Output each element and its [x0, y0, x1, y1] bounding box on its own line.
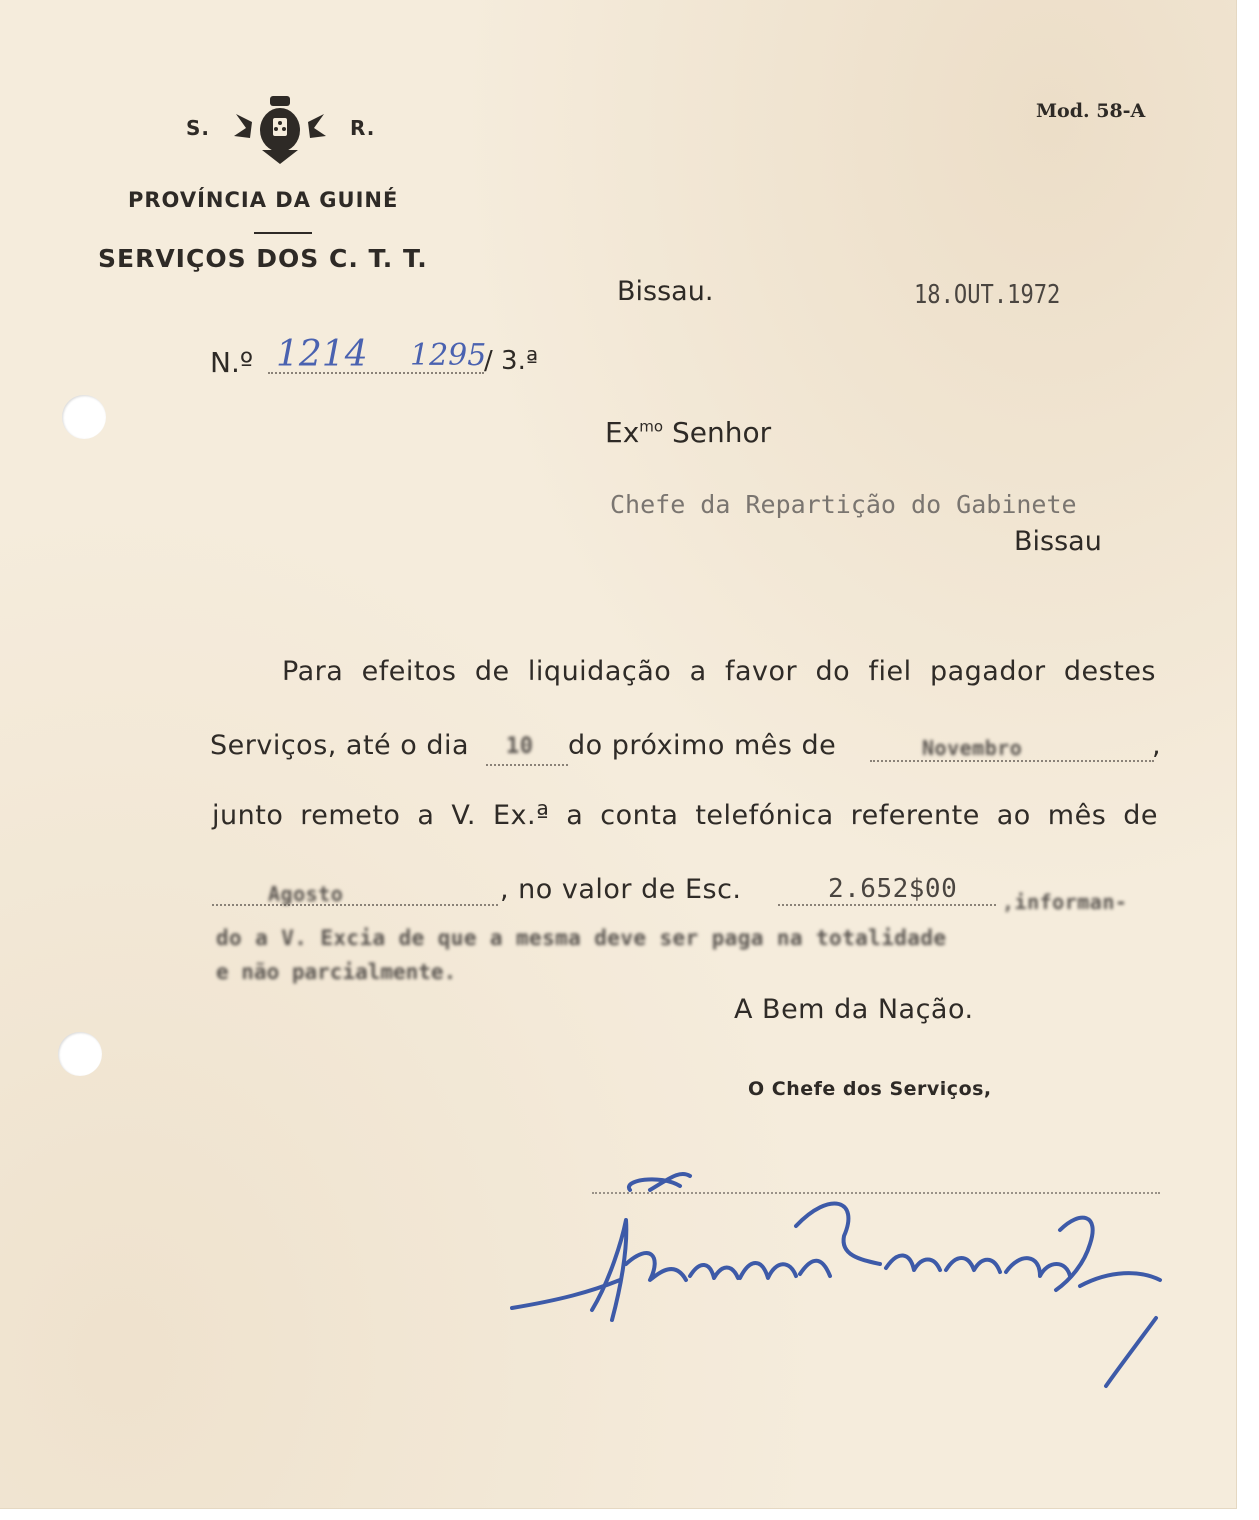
- header-province: PROVÍNCIA DA GUINÉ: [128, 188, 399, 212]
- reference-section: / 3.ª: [484, 346, 539, 376]
- header-services: SERVIÇOS DOS C. T. T.: [98, 244, 428, 273]
- ref-month-typed: Agosto: [268, 882, 344, 906]
- punch-hole-top: [62, 395, 106, 439]
- body-line-3: junto remeto a V. Ex.ª a conta telefónica referente ao mês de: [212, 800, 1158, 831]
- month-typed: Novembro: [922, 736, 1023, 760]
- header-r-letter: R.: [350, 116, 376, 140]
- typed-line-6: e não parcialmente.: [216, 960, 457, 984]
- salutation-senhor: Senhor: [671, 416, 772, 449]
- signature-scrawl: [500, 1160, 1180, 1400]
- typed-line-5: do a V. Excia de que a mesma deve ser paga na totalidade: [216, 926, 947, 950]
- typed-continuation-1: ,informan-: [1002, 890, 1128, 914]
- reference-number-handwritten: 1214: [276, 334, 368, 375]
- header-s-letter: S.: [186, 116, 211, 140]
- body-line-2-a: Serviços, até o dia: [210, 730, 470, 761]
- header-divider: [254, 232, 312, 234]
- form-model-number: Mod. 58-A: [1036, 100, 1146, 122]
- body-line-2: [210, 730, 1160, 761]
- body-line-2-b: do próximo mês de: [568, 730, 837, 761]
- reference-process-handwritten: 1295: [410, 338, 487, 373]
- closing-salutation: A Bem da Nação.: [734, 994, 974, 1025]
- punch-hole-bottom: [58, 1032, 102, 1076]
- salutation: [605, 416, 771, 449]
- place-city: Bissau.: [617, 276, 714, 307]
- recipient-name: Chefe da Repartição do Gabinete: [610, 490, 1077, 519]
- salutation-mo: mo: [639, 417, 664, 436]
- body-line-2-c: ,: [1152, 730, 1162, 761]
- amount-value: 2.652$00: [828, 874, 958, 904]
- salutation-ex: Ex: [605, 416, 640, 449]
- ref-month-field: [212, 874, 498, 906]
- coat-of-arms-icon: [232, 92, 328, 166]
- signatory-title: O Chefe dos Serviços,: [748, 1078, 992, 1100]
- date-stamp: 18.OUT.1972: [914, 280, 1061, 310]
- reference-prefix: N.º: [210, 346, 254, 379]
- day-typed: 10: [506, 734, 534, 759]
- body-line-4-a: , no valor de Esc.: [500, 874, 742, 905]
- body-line-1: Para efeitos de liquidação a favor do fiel pagador destes: [282, 656, 1156, 687]
- recipient-city: Bissau: [1014, 526, 1102, 557]
